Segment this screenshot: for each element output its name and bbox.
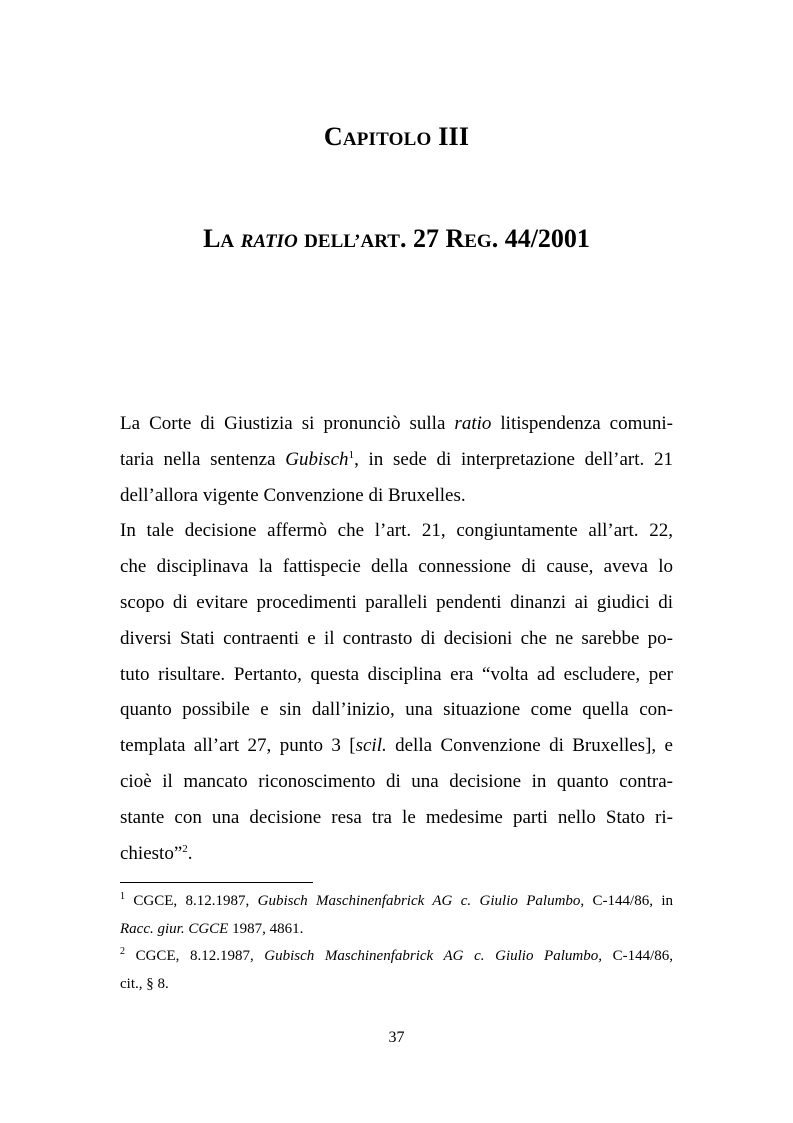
heading-regulation-number: . 44/2001 [491, 224, 590, 253]
body-line [120, 836, 673, 872]
heading-art: ’ART [354, 231, 400, 252]
heading-article-number: . 27 [399, 224, 439, 253]
footnote-line [120, 916, 673, 944]
body-line: che disciplinava la fattispecie della connessione di cause, aveva lo [120, 556, 673, 578]
body-line: quanto possibile e sin dall’inizio, una situazione come quella con- [120, 699, 673, 721]
footnote-1 [120, 888, 673, 943]
text-run: templata all’art 27, punto 3 [ [120, 735, 356, 757]
body-line: dell’allora vigente Convenzione di Bruxelles. [120, 484, 466, 506]
text-run: CGCE, 8.12.1987, [125, 948, 265, 964]
italic-run: Gubisch Maschinenfabrick AG c. Giulio Palumbo [264, 948, 599, 964]
body-line: In tale decisione affermò che l’art. 21, congiuntamente all’art. 22, [120, 520, 673, 542]
footnote-ref-1[interactable]: 1 [348, 448, 355, 461]
chapter-numeral: III [438, 122, 470, 151]
footnote-2 [120, 943, 673, 998]
text-run: . [187, 842, 193, 864]
footnote-number: 2 [120, 946, 125, 957]
text-run: , C-144/86, [598, 948, 673, 964]
chapter-title [0, 122, 793, 152]
text-run: CGCE, 8.12.1987, [125, 893, 258, 909]
body-line [120, 442, 673, 478]
footnote-line [120, 943, 673, 971]
text-run: chiesto” [120, 842, 183, 864]
chapter-initial: C [323, 122, 343, 151]
heading-dell: DELL [304, 231, 355, 252]
footnote-line [120, 888, 673, 916]
heading-reg-rest: EG [464, 231, 492, 252]
heading-reg-initial: R [445, 224, 465, 253]
footnote-number: 1 [120, 891, 125, 902]
body-line [120, 406, 673, 442]
body-line [120, 728, 673, 764]
footnote-separator [120, 882, 313, 883]
italic-run: scil. [355, 735, 387, 757]
text-run: 1987, 4861. [228, 920, 304, 937]
italic-run: ratio [454, 413, 492, 434]
body-line: diversi Stati contraenti e il contrasto di decisioni che ne sarebbe po- [120, 627, 673, 649]
footnote-line: cit., § 8. [120, 975, 169, 992]
text-run: taria nella sentenza [120, 448, 286, 470]
text-run: La Corte di Giustizia si pronunciò sulla [120, 413, 455, 434]
italic-run: Racc. giur. CGCE [120, 920, 229, 937]
footnotes [120, 888, 673, 998]
text-run: litispendenza comuni- [491, 413, 673, 434]
text-run: , in sede di interpretazione dell’art. 21 [354, 448, 673, 470]
body-line: cioè il mancato riconoscimento di una decisione in quanto contra- [120, 770, 673, 792]
text-run: , C-144/86, in [580, 893, 673, 909]
body-line: stante con una decisione resa tra le medesime parti nello Stato ri- [120, 806, 673, 828]
italic-run: Gubisch [285, 448, 349, 470]
text-run: della Convenzione di Bruxelles], e [386, 735, 673, 757]
heading-la-rest: A [220, 231, 235, 252]
chapter-word: APITOLO [342, 129, 432, 150]
heading-la-initial: L [203, 224, 221, 253]
page-number: 37 [388, 1029, 405, 1046]
heading-ratio: RATIO [240, 231, 298, 252]
body-line: scopo di evitare procedimenti paralleli pendenti dinanzi ai giudici di [120, 591, 673, 613]
footnote-ref-2[interactable]: 2 [182, 842, 188, 855]
section-heading [0, 224, 793, 254]
italic-run: Gubisch Maschinenfabrick AG c. Giulio Palumbo [257, 893, 581, 909]
body-line: tuto risultare. Pertanto, questa disciplina era “volta ad escludere, per [120, 663, 673, 685]
body-text [120, 406, 673, 871]
